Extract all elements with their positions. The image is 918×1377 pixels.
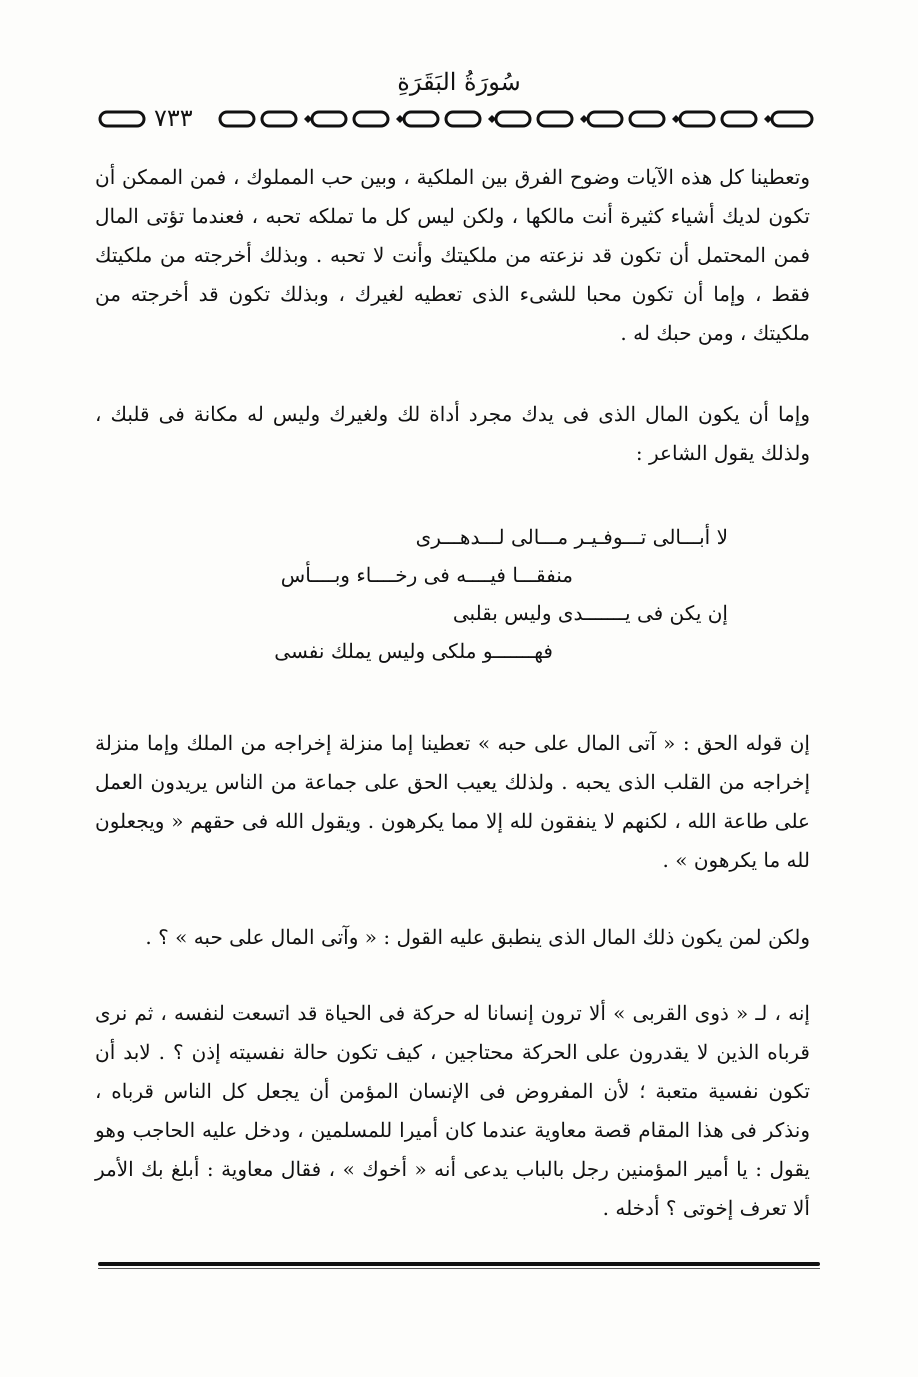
paragraph-2-text: وإما أن يكون المال الذى فى يدك مجرد أداة لك ولغيرك وليس له مكانة فى قلبك ، ولذلك يقول الشاعر : [95,402,810,465]
poem-line-4: فهـــــــو ملكى وليس يملك نفسى [274,639,553,663]
paragraph-5 [95,994,810,1228]
paragraph-3 [95,724,810,880]
poem-line-2: منفقـــا فيــــه فى رخــــاء وبــــأس [280,563,573,587]
chain-border-ornament [98,106,818,132]
paragraph-1 [95,158,810,353]
paragraph-2 [95,395,810,473]
paragraph-1-text: وتعطينا كل هذه الآيات وضوح الفرق بين الملكية ، وبين حب المملوك ، فمن الممكن أن تكون لديك أشياء كثيرة أنت مالكها ، ولكن ليس كل ما تملكه تحبه ، فعندما تؤتى المال فمن المحتمل أن تكون قد نزعته من ملكيتك وأنت لا تحبه . وبذلك أخرجته من ملكيتك فقط ، وإما أن تكون محبا للشىء الذى تعطيه لغيرك ، وبذلك تكون قد أخرجته من ملكيتك ، ومن حبك له . [95,165,810,345]
paragraph-4-text: ولكن لمن يكون ذلك المال الذى ينطبق عليه القول : « وآتى المال على حبه » ؟ . [145,925,810,949]
paragraph-5-text: إنه ، لـ « ذوى القربى » ألا ترون إنسانا له حركة فى الحياة قد اتسعت لنفسه ، ثم نرى قرباه الذين لا يقدرون على الحركة محتاجين ، كيف تكون حالة نفسيته إذن ؟ . لابد أن تكون نفسية متعبة ؛ لأن المفروض فى الإنسان المؤمن أن يجعل كل الناس قرباه ، ونذكر فى هذا المقام قصة معاوية عندما كان أميرا للمسلمين ، ودخل عليه الحاجب وهو يقول : يا أمير المؤمنين رجل بالباب يدعى أنه « أخوك » ، فقال معاوية : أبلغ بك الأمر ألا تعرف إخوتى ؟ أدخله . [95,1001,810,1220]
paragraph-4 [95,918,810,957]
poem-line-1: لا أبـــالى تـــوفـيـر مـــالى لـــدهـــرى [415,525,728,549]
surah-title: سُورَةُ البَقَرَةِ [397,68,521,96]
footer-rule [98,1262,820,1266]
footer-rule-thin [98,1268,820,1269]
page-number: ٧٣٣ [150,104,197,132]
poem-line-3: إن يكن فى يـــــــدى وليس بقلبى [452,601,728,625]
paragraph-3-text: إن قوله الحق : « آتى المال على حبه » تعطينا إما منزلة إخراجه من الملك وإما منزلة إخراجه من القلب الذى يحبه . ولذلك يعيب الحق على جماعة من الناس يريدون العمل على طاعة الله ، لكنهم لا ينفقون لله إلا مما يكرهون . ويقول الله فى حقهم « ويجعلون لله ما يكرهون » . [95,731,810,872]
